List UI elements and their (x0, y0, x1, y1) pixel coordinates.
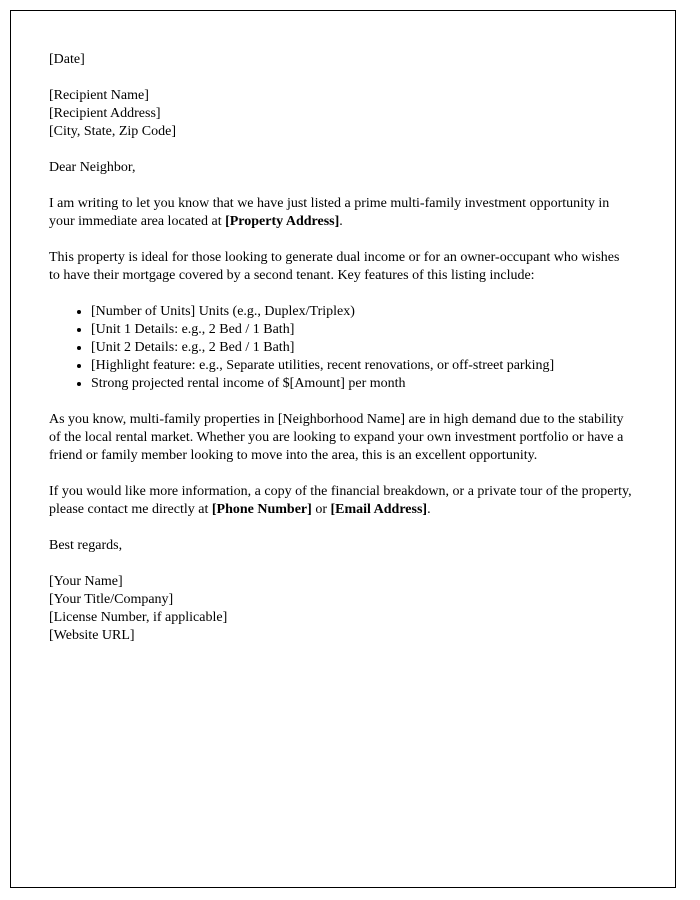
bullet-item: • [Highlight feature: e.g., Separate utilities, recent renovations, or off-street parking] (91, 357, 633, 375)
features-list (49, 303, 633, 393)
letter-line: [Recipient Name] (49, 88, 149, 103)
letter-line: Best regards, (49, 538, 123, 553)
paragraph-text: If you would like more information, a copy of the financial breakdown, or a private tour of the property, please contact me directly at (49, 484, 632, 517)
market-paragraph (49, 411, 633, 465)
contact-paragraph (49, 483, 633, 519)
letter-line: [Your Title/Company] (49, 592, 174, 607)
letter-body (49, 51, 633, 645)
recipient-block (49, 87, 633, 141)
bullet-item: • [Number of Units] Units (e.g., Duplex/Triplex) (91, 303, 633, 321)
paragraph-text: . (427, 502, 431, 517)
placeholder-bold: [Property Address] (225, 214, 340, 229)
intro-paragraph (49, 195, 633, 231)
letter-line: [Website URL] (49, 628, 135, 643)
letter-line: [License Number, if applicable] (49, 610, 228, 625)
letter-line: [Date] (49, 52, 85, 67)
letter-page (10, 10, 676, 888)
paragraph-text: As you know, multi-family properties in [Neighborhood Name] are in high demand due to the stability of the local rental market. Whether you are looking to expand your own investment portfolio or have a friend or family member looking to move into the area, this is an excellent opportunity. (49, 412, 624, 463)
paragraph-text: or (311, 502, 331, 517)
paragraph-text: This property is ideal for those looking to generate dual income or for an owner-occupant who wishes to have their mortgage covered by a second tenant. Key features of this listing include: (49, 250, 620, 283)
placeholder-bold: [Email Address] (330, 502, 428, 517)
bullet-item: • [Unit 2 Details: e.g., 2 Bed / 1 Bath] (91, 339, 633, 357)
letter-line: Dear Neighbor, (49, 160, 136, 175)
description-paragraph (49, 249, 633, 285)
signature-block (49, 573, 633, 645)
placeholder-bold: [Phone Number] (211, 502, 312, 517)
letter-line: [Your Name] (49, 574, 123, 589)
letter-line: [Recipient Address] (49, 106, 161, 121)
paragraph-text: . (339, 214, 343, 229)
bullet-item: • [Unit 1 Details: e.g., 2 Bed / 1 Bath] (91, 321, 633, 339)
bullet-item: • Strong projected rental income of $[Amount] per month (91, 375, 633, 393)
salutation-block (49, 159, 633, 177)
paragraph-text: I am writing to let you know that we have just listed a prime multi-family investment opportunity in your immediate area located at (49, 196, 610, 229)
closing-block (49, 537, 633, 555)
date-block (49, 51, 633, 69)
letter-line: [City, State, Zip Code] (49, 124, 177, 139)
